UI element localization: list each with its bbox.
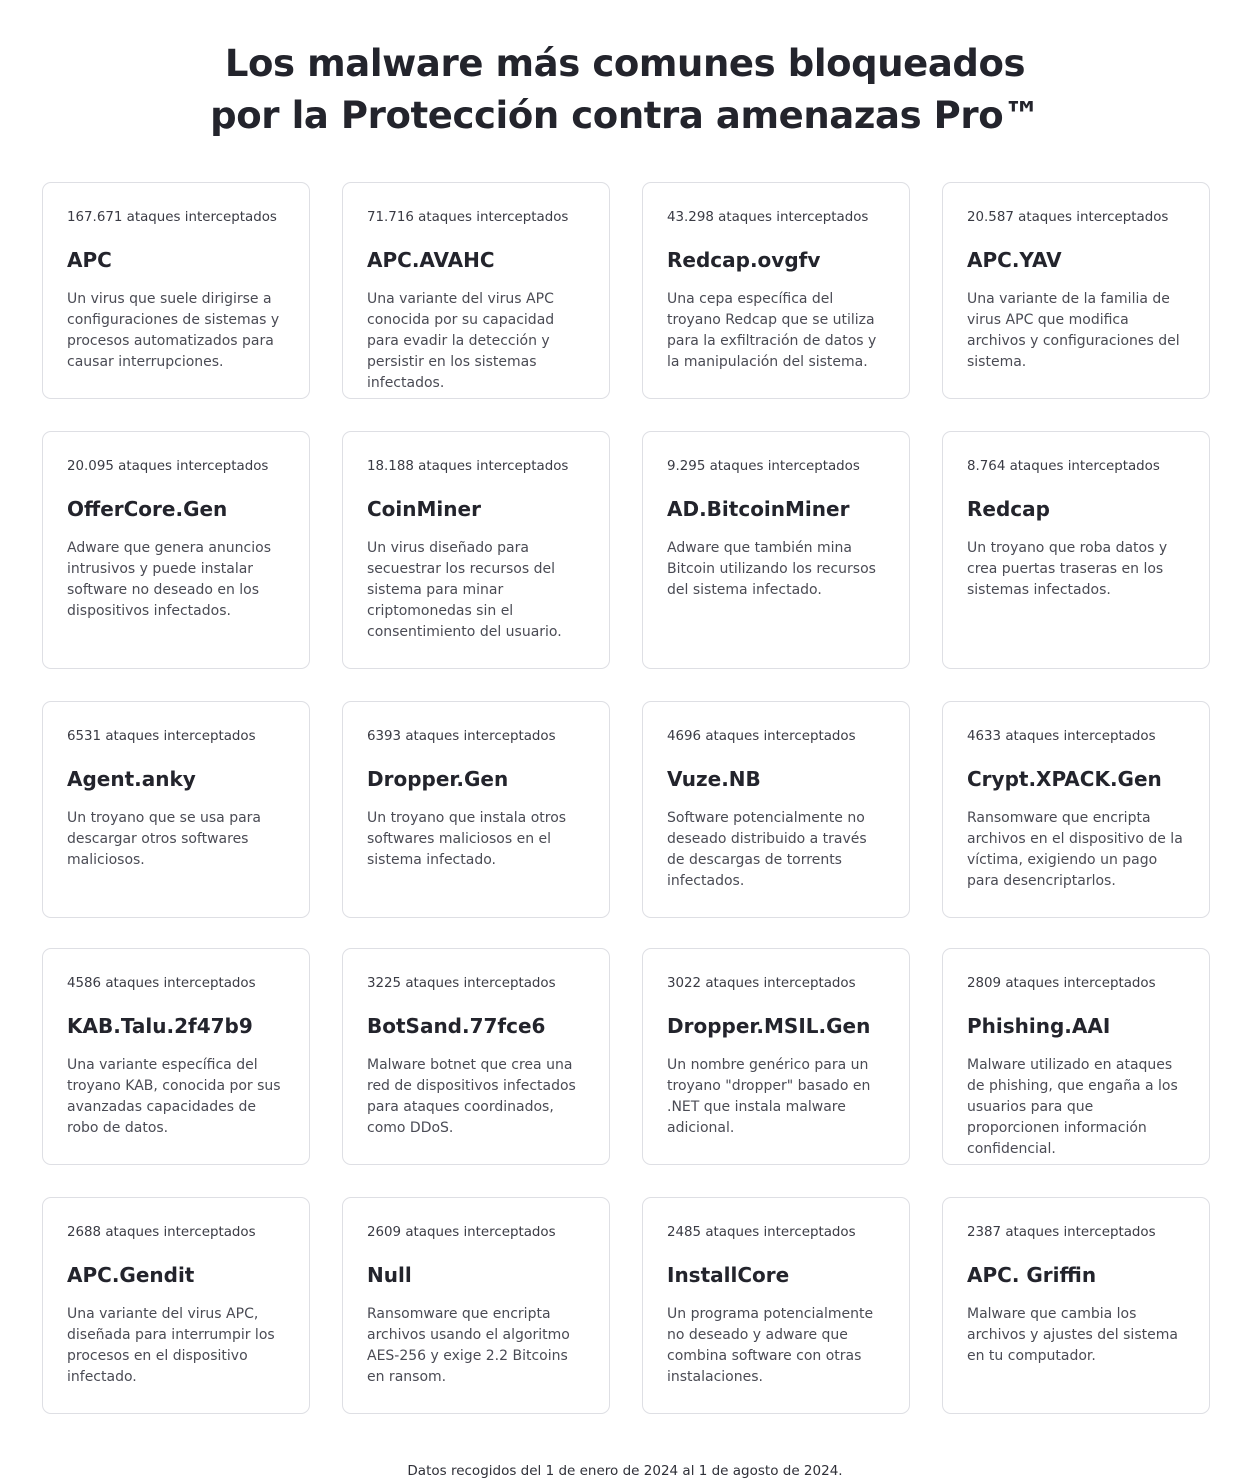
malware-description: Un nombre genérico para un troyano "dropper" basado en .NET que instala malware adicional.: [667, 1057, 871, 1136]
malware-card: [42, 431, 310, 669]
attack-count: 167.671 ataques interceptados: [67, 210, 277, 225]
malware-name: Dropper.Gen: [367, 767, 509, 791]
malware-description: Malware utilizado en ataques de phishing, que engaña a los usuarios para que proporcionen información confidencial.: [967, 1057, 1178, 1157]
malware-name: BotSand.77fce6: [367, 1014, 546, 1038]
page-title-line-2: por la Protección contra amenazas Pro™: [210, 94, 1040, 137]
malware-description: Un virus diseñado para secuestrar los recursos del sistema para minar criptomonedas sin el consentimiento del usuario.: [367, 540, 562, 640]
malware-name: APC.AVAHC: [367, 248, 495, 272]
malware-name: Agent.anky: [67, 767, 196, 791]
malware-description: Ransomware que encripta archivos en el dispositivo de la víctima, exigiendo un pago para desencriptarlos.: [967, 810, 1183, 889]
malware-name: Redcap: [967, 497, 1050, 521]
malware-card: [342, 431, 610, 669]
malware-name: Null: [367, 1263, 412, 1287]
malware-card: [342, 701, 610, 918]
attack-count: 4633 ataques interceptados: [967, 729, 1156, 744]
attack-count: 6393 ataques interceptados: [367, 729, 556, 744]
attack-count: 6531 ataques interceptados: [67, 729, 256, 744]
malware-card: [342, 182, 610, 399]
malware-card: [942, 182, 1210, 399]
malware-description: Software potencialmente no deseado distribuido a través de descargas de torrents infectados.: [667, 810, 867, 889]
malware-description: Un troyano que roba datos y crea puertas traseras en los sistemas infectados.: [967, 540, 1168, 598]
malware-card: [42, 182, 310, 399]
malware-card: [642, 948, 910, 1165]
malware-description: Una variante del virus APC conocida por su capacidad para evadir la detección y persistir en los sistemas infectados.: [367, 291, 555, 391]
malware-name: Redcap.ovgfv: [667, 248, 821, 272]
data-period-footnote: Datos recogidos del 1 de enero de 2024 al 1 de agosto de 2024.: [407, 1462, 843, 1479]
malware-name: OfferCore.Gen: [67, 497, 228, 521]
malware-description: Una variante del virus APC, diseñada para interrumpir los procesos en el dispositivo infectado.: [67, 1306, 275, 1385]
attack-count: 3022 ataques interceptados: [667, 976, 856, 991]
attack-count: 2609 ataques interceptados: [367, 1225, 556, 1240]
malware-name: Crypt.XPACK.Gen: [967, 767, 1162, 791]
malware-description: Adware que también mina Bitcoin utilizando los recursos del sistema infectado.: [667, 540, 876, 598]
attack-count: 2485 ataques interceptados: [667, 1225, 856, 1240]
malware-description: Malware que cambia los archivos y ajustes del sistema en tu computador.: [967, 1306, 1178, 1364]
attack-count: 9.295 ataques interceptados: [667, 459, 860, 474]
attack-count: 71.716 ataques interceptados: [367, 210, 569, 225]
malware-card: [642, 701, 910, 918]
attack-count: 20.095 ataques interceptados: [67, 459, 269, 474]
page-title: [0, 38, 1234, 142]
malware-name: Phishing.AAI: [967, 1014, 1111, 1038]
malware-description: Un programa potencialmente no deseado y adware que combina software con otras instalaciones.: [667, 1306, 874, 1385]
malware-name: Vuze.NB: [667, 767, 761, 791]
malware-description: Una variante específica del troyano KAB, conocida por sus avanzadas capacidades de robo de datos.: [67, 1057, 281, 1136]
attack-count: 3225 ataques interceptados: [367, 976, 556, 991]
malware-description: Malware botnet que crea una red de dispositivos infectados para ataques coordinados, como DDoS.: [367, 1057, 576, 1136]
malware-card: [942, 948, 1210, 1165]
malware-card: [942, 701, 1210, 918]
attack-count: 4696 ataques interceptados: [667, 729, 856, 744]
malware-name: APC.Gendit: [67, 1263, 195, 1287]
attack-count: 8.764 ataques interceptados: [967, 459, 1160, 474]
malware-description: Un troyano que se usa para descargar otros softwares maliciosos.: [67, 810, 262, 868]
malware-name: InstallCore: [667, 1263, 790, 1287]
malware-name: AD.BitcoinMiner: [667, 497, 850, 521]
malware-card: [642, 182, 910, 399]
attack-count: 4586 ataques interceptados: [67, 976, 256, 991]
malware-card: [642, 1197, 910, 1414]
attack-count: 2688 ataques interceptados: [67, 1225, 256, 1240]
malware-card: [42, 948, 310, 1165]
attack-count: 18.188 ataques interceptados: [367, 459, 569, 474]
malware-card: [42, 701, 310, 918]
attack-count: 2809 ataques interceptados: [967, 976, 1156, 991]
malware-name: KAB.Talu.2f47b9: [67, 1014, 253, 1038]
malware-name: APC: [67, 248, 112, 272]
malware-description: Un troyano que instala otros softwares maliciosos en el sistema infectado.: [367, 810, 567, 868]
malware-card: [942, 431, 1210, 669]
malware-description: Ransomware que encripta archivos usando el algoritmo AES-256 y exige 2.2 Bitcoins en ransom.: [367, 1306, 570, 1385]
malware-name: APC. Griffin: [967, 1263, 1097, 1287]
malware-description: Adware que genera anuncios intrusivos y puede instalar software no deseado en los dispositivos infectados.: [67, 540, 271, 619]
malware-name: CoinMiner: [367, 497, 481, 521]
malware-description: Un virus que suele dirigirse a configuraciones de sistemas y procesos automatizados para causar interrupciones.: [67, 291, 280, 370]
malware-card: [642, 431, 910, 669]
attack-count: 43.298 ataques interceptados: [667, 210, 869, 225]
malware-name: Dropper.MSIL.Gen: [667, 1014, 871, 1038]
attack-count: 20.587 ataques interceptados: [967, 210, 1169, 225]
malware-card: [342, 1197, 610, 1414]
malware-name: APC.YAV: [967, 248, 1062, 272]
malware-description: Una cepa específica del troyano Redcap que se utiliza para la exfiltración de datos y la manipulación del sistema.: [667, 291, 877, 370]
page-title-line-1: Los malware más comunes bloqueados: [224, 42, 1026, 85]
malware-card: [942, 1197, 1210, 1414]
malware-description: Una variante de la familia de virus APC que modifica archivos y configuraciones del sistema.: [967, 291, 1180, 370]
malware-card: [42, 1197, 310, 1414]
attack-count: 2387 ataques interceptados: [967, 1225, 1156, 1240]
malware-card: [342, 948, 610, 1165]
